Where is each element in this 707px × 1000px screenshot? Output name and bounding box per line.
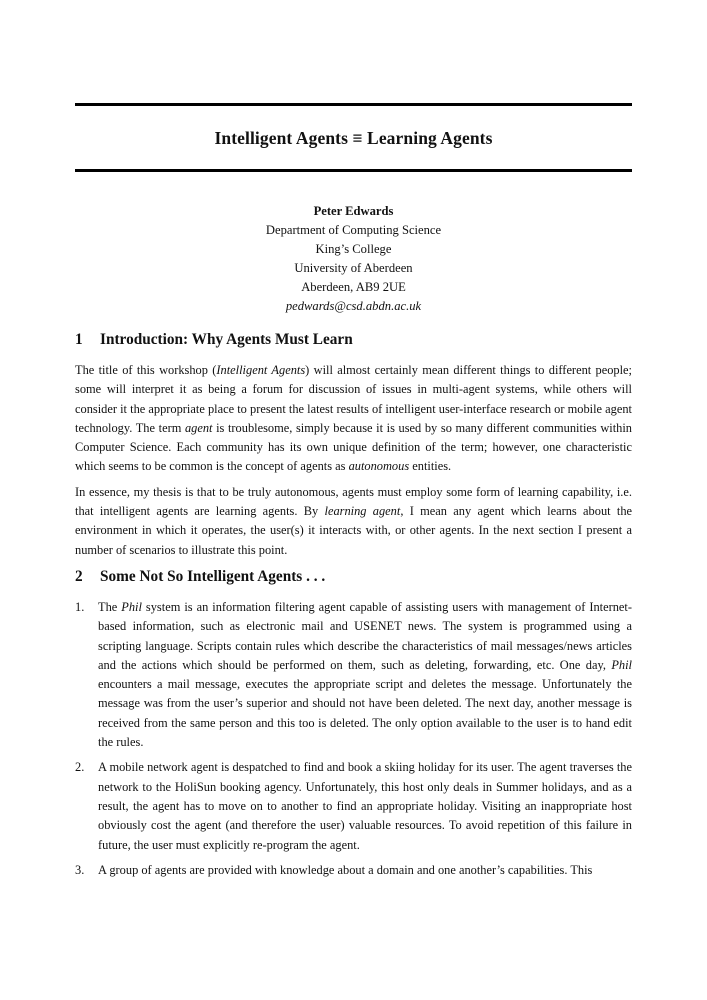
- list-item-text: [98, 598, 632, 752]
- title-top-rule: [75, 103, 632, 106]
- emphasis-text: Phil: [611, 657, 632, 672]
- text-run: is troublesome, simply because it is used by so many different communities within Computer Science. Each community has its own unique definition of the term; however, one characteristic which seems to be common is the concept of agents as: [75, 420, 632, 474]
- author-university: University of Aberdeen: [294, 261, 413, 275]
- author-college: King’s College: [315, 242, 392, 256]
- section-heading: [75, 331, 632, 349]
- list-item: [75, 861, 632, 880]
- text-run: The title of this workshop (: [75, 363, 217, 377]
- paper-title: [75, 128, 632, 149]
- text-run: system is an information filtering agent capable of assisting users with management of Internet-based information, such as electronic mail and USENET news. The system is programmed using a scripting language. Scripts contain rules which describe the characteristics of mail messages/news articles and the actions which should be performed on them, such as deleting, forwarding, etc. One day,: [98, 600, 632, 672]
- section-title: Some Not So Intelligent Agents . . .: [100, 568, 326, 585]
- author-name: Peter Edwards: [313, 204, 394, 218]
- section-number: 2: [75, 568, 83, 585]
- list-marker: 1.: [75, 600, 85, 614]
- list-item: [75, 598, 632, 752]
- author-block: [75, 202, 632, 316]
- title-right: Learning Agents: [367, 128, 493, 148]
- section-number: 1: [75, 331, 83, 348]
- author-address: Aberdeen, AB9 2UE: [301, 280, 406, 294]
- emphasis-text: autonomous: [348, 459, 410, 474]
- title-bottom-rule: [75, 169, 632, 172]
- text-run: encounters a mail message, executes the appropriate script and deletes the message. Unfortunately the message was from the user’s superior and should not have been deleted. The next day, another message is received from the same person and this too is deleted. The only option available to the user is to hand edit the rules.: [98, 677, 632, 750]
- list-item-text: A group of agents are provided with knowledge about a domain and one another’s capabilities. This: [98, 862, 593, 877]
- section-title: Introduction: Why Agents Must Learn: [100, 331, 353, 348]
- author-email: pedwards@csd.abdn.ac.uk: [285, 299, 422, 313]
- paragraph: [75, 483, 632, 560]
- text-run: ) will almost certainly mean different things to different people; some will interpret it as being a forum for discussion of issues in multi-agent systems, while others will consider it the appropriate place to present the latest results of intelligent user-interface research or mobile agent technology. The term: [75, 363, 632, 435]
- equivalence-symbol: ≡: [352, 128, 363, 148]
- scenario-list: [75, 598, 632, 880]
- section-heading: [75, 568, 632, 586]
- emphasis-text: Intelligent Agents: [216, 363, 306, 377]
- emphasis-text: Phil: [121, 600, 142, 614]
- section-introduction: [75, 331, 632, 560]
- text-run: In essence, my thesis is that to be truly autonomous, agents must employ some form of learning capability, i.e. that intelligent agents are learning agents. By: [75, 484, 632, 519]
- list-marker: 2.: [75, 760, 85, 775]
- emphasis-text: agent: [184, 420, 213, 435]
- list-marker: 3.: [75, 862, 85, 877]
- emphasis-text: learning agent: [324, 504, 401, 519]
- list-item-text: A mobile network agent is despatched to find and book a skiing holiday for its user. The agent traverses the network to the HoliSun booking agency. Unfortunately, this host only deals in Summer holidays, and as a result, the agent has to move on to another to find an appropriate holiday. Visiting an inappropriate host obviously cost the agent (and therefore the user) valuable resources. To avoid repetition of this failure in future, the user must explicitly re-program the agent.: [98, 760, 632, 852]
- text-run: The: [98, 600, 122, 614]
- text-run: entities.: [409, 459, 452, 474]
- title-left: Intelligent Agents: [214, 128, 348, 148]
- paragraph: [75, 361, 632, 477]
- author-department: Department of Computing Science: [265, 223, 442, 237]
- text-run: , I mean any agent which learns about the environment in which it operates, the user(s) it interacts with, or other agents. In the next section I present a number of scenarios to illustrate this point.: [75, 504, 633, 557]
- list-item: [75, 758, 632, 854]
- section-not-so-intelligent-agents: [75, 568, 632, 886]
